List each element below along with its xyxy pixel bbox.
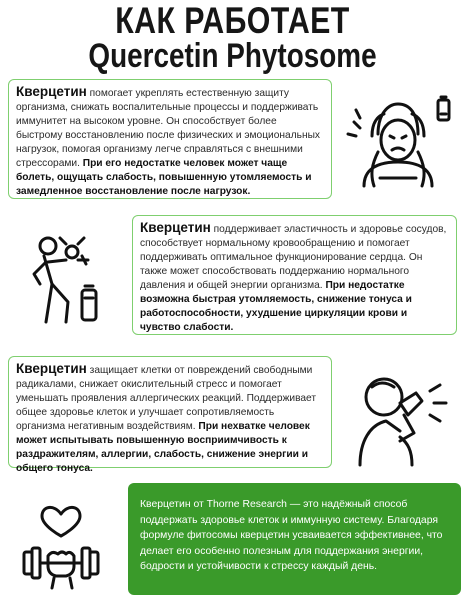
- card-text: поддерживает эластичность и здоровье сосудов, способствует нормальному кровообращению и помогает поддерживать оптимальное функционирование сердца. Он также может способствовать поддержанию нормального давления и общей энергии организма.: [140, 224, 447, 291]
- cell-protection-card: [8, 356, 332, 474]
- card-warning: При недостатке возможна быстрая утомляемость, снижение тонуса и работоспособности, ухудшение циркуляции крови и чувство слабости.: [140, 280, 412, 333]
- fitness-heart-icon: [18, 494, 104, 590]
- card-lead: Кверцетин: [140, 220, 211, 235]
- card-warning: При нехватке человек может испытывать повышенную восприимчивость к раздражителям, аллергии, слабость, снижение энергии и общего тонуса.: [16, 421, 310, 474]
- stressed-person-icon: [338, 92, 456, 188]
- card-warning: При его недостатке человек может чаще болеть, ощущать слабость, повышенную утомляемость и замедленное восстановление после нагрузок.: [16, 158, 312, 197]
- page-subtitle: Quercetin Phytosome: [88, 37, 377, 75]
- immunity-card: [8, 79, 332, 199]
- card-lead: Кверцетин: [16, 361, 87, 376]
- card-text: защищает клетки от повреждений свободными радикалами, снижает окислительный стресс и помогает уменьшать проявления аллергических реакций. Поддерживает общее здоровье клеток и улучшает сопротивляемость организма негативным воздействиям.: [16, 365, 317, 432]
- card-text: помогает укреплять естественную защиту организма, снижать воспалительные процессы и поддерживать иммунитет на высоком уровне. Он способствует более быстрому восстановлению после физических и эмоциональных нагрузок, помогая организму легче справляться с внешними стрессорами.: [16, 88, 320, 169]
- summary-text: Кверцетин от Thorne Research — это надёжный способ поддержать здоровье клеток и иммунную систему. Благодаря формуле фитосомы кверцетин усваивается эффективнее, что делает его особенно полезным для поддержания энергии, бодрости и устойчивости к стрессу каждый день.: [140, 499, 443, 572]
- page-title: КАК РАБОТАЕТ: [115, 0, 350, 41]
- tired-runner-icon: [22, 232, 112, 327]
- summary-banner: [128, 483, 461, 595]
- coughing-person-icon: [342, 371, 454, 467]
- heart-vessels-card: [132, 215, 457, 335]
- card-lead: Кверцетин: [16, 84, 87, 99]
